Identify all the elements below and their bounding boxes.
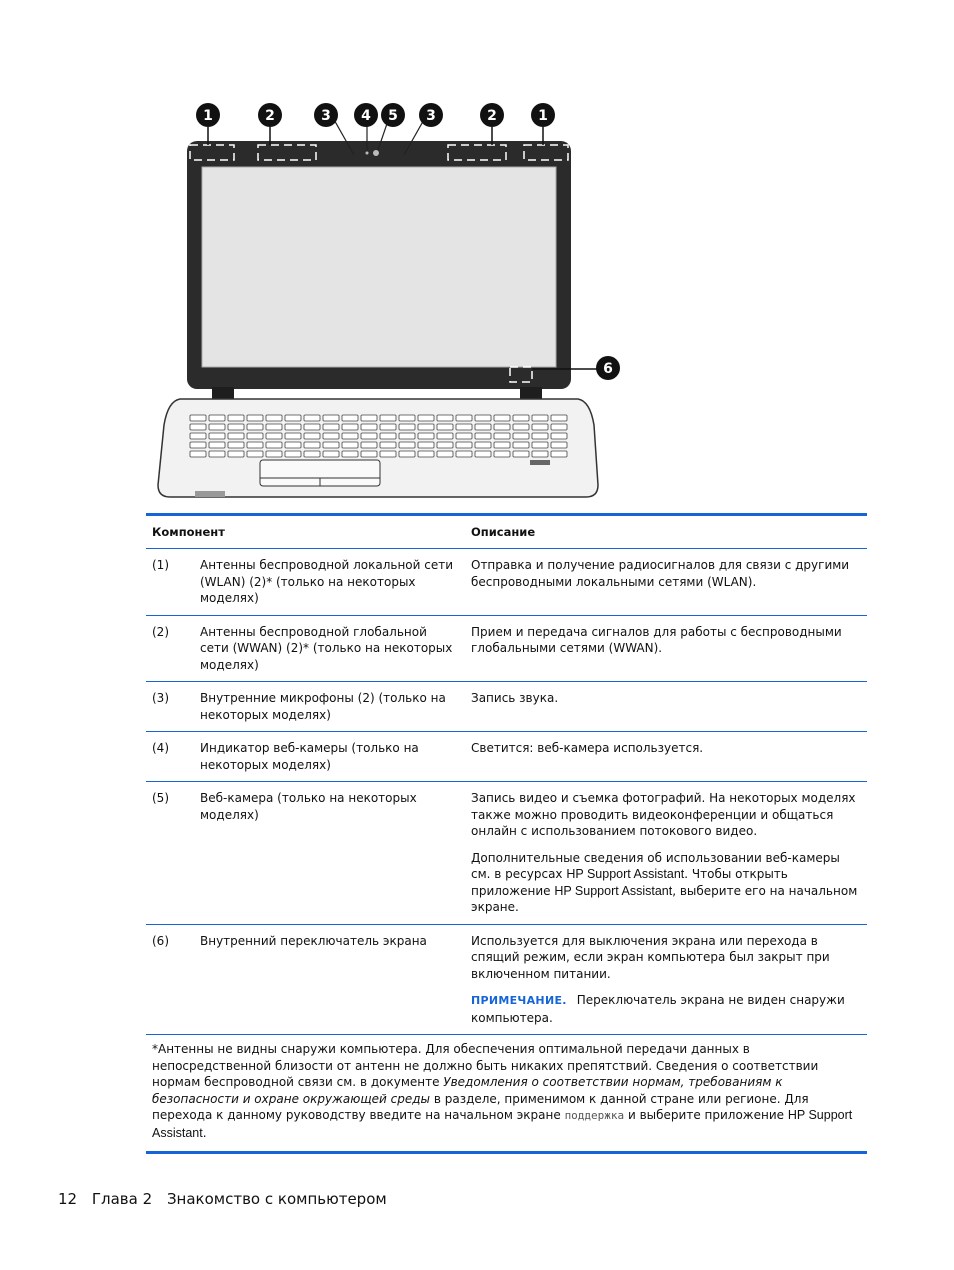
description-paragraph: Используется для выключения экрана или перехода в спящий режим, если экран компьютера был закрыт при включенном питании.	[471, 933, 830, 981]
footnote: *Антенны не видны снаружи компьютера. Для обеспечения оптимальной передачи данных в непосредственной близости от антенн не должно быть никаких препятствий. Сведения о соответствии нормам беспроводной связи см. в документе Уведомления о соответствии нормам, требованиям к безопасности и охране окружающей среды в разделе, применимом к данной стране или регионе. Для перехода к данному руководству введите на начальном экране поддержка и выберите приложение HP Support Assistant.	[146, 1035, 867, 1153]
svg-text:5: 5	[388, 108, 398, 124]
svg-text:3: 3	[426, 108, 436, 124]
callout-2a	[258, 103, 282, 145]
table-row	[146, 924, 867, 1035]
laptop-illustration	[150, 95, 630, 507]
page-footer	[58, 1190, 397, 1208]
row-component: Антенны беспроводной локальной сети (WLAN) (2)* (только на некоторых моделях)	[194, 549, 465, 616]
components-table	[146, 513, 867, 1154]
table-row	[146, 615, 867, 682]
note	[471, 992, 861, 1026]
callout-4	[354, 103, 378, 127]
callout-3a	[314, 103, 338, 127]
table-header-row	[146, 515, 867, 549]
callout-3b	[419, 103, 443, 127]
row-number: (1)	[146, 549, 194, 616]
row-component: Антенны беспроводной глобальной сети (WWAN) (2)* (только на некоторых моделях)	[194, 615, 465, 682]
note-text: Переключатель экрана не виден снаружи компьютера.	[471, 993, 845, 1025]
laptop-figure	[150, 95, 630, 507]
chapter-title: Знакомство с компьютером	[166, 1190, 387, 1208]
row-component: Внутренние микрофоны (2) (только на некоторых моделях)	[194, 682, 465, 732]
webcam-light	[366, 152, 369, 155]
header-description: Описание	[465, 515, 867, 549]
table-row	[146, 549, 867, 616]
chapter-label: Глава 2	[91, 1190, 153, 1208]
row-description: Запись звука.	[465, 682, 867, 732]
svg-text:4: 4	[361, 108, 371, 124]
table-row	[146, 732, 867, 782]
row-description: Прием и передача сигналов для работы с беспроводными глобальными сетями (WWAN).	[465, 615, 867, 682]
row-component: Веб-камера (только на некоторых моделях)	[194, 782, 465, 925]
svg-text:1: 1	[203, 108, 213, 124]
row-component: Внутренний переключатель экрана	[194, 924, 465, 1035]
row-component: Индикатор веб-камеры (только на некоторых моделях)	[194, 732, 465, 782]
note-label: ПРИМЕЧАНИЕ.	[471, 994, 567, 1007]
svg-text:2: 2	[265, 108, 275, 124]
svg-text:6: 6	[603, 361, 613, 377]
row-description: Светится: веб-камера используется.	[465, 732, 867, 782]
laptop-screen	[202, 167, 556, 367]
row-number: (3)	[146, 682, 194, 732]
row-description	[465, 924, 867, 1035]
table-row	[146, 782, 867, 925]
header-component: Компонент	[146, 515, 465, 549]
svg-text:3: 3	[321, 108, 331, 124]
row-number: (6)	[146, 924, 194, 1035]
description-paragraph: Запись видео и съемка фотографий. На некоторых моделях также можно проводить видеоконференции и общаться онлайн с использованием потокового видео.	[471, 791, 856, 838]
row-description: Отправка и получение радиосигналов для связи с другими беспроводными локальными сетями (WLAN).	[465, 549, 867, 616]
callout-1b	[531, 103, 555, 145]
callout-2b	[480, 103, 504, 145]
page-number: 12	[58, 1190, 78, 1208]
callout-1a	[196, 103, 220, 145]
table-row	[146, 682, 867, 732]
row-number: (4)	[146, 732, 194, 782]
footnote-row	[146, 1035, 867, 1153]
row-number: (2)	[146, 615, 194, 682]
webcam	[373, 150, 379, 156]
svg-text:2: 2	[487, 108, 497, 124]
row-number: (5)	[146, 782, 194, 925]
callout-5	[381, 103, 405, 127]
row-description	[465, 782, 867, 925]
svg-text:1: 1	[538, 108, 548, 124]
description-paragraph: Дополнительные сведения об использовании веб-камеры см. в ресурсах HP Support Assistant. Чтобы открыть приложение HP Support Assistant, выберите его на начальном экране.	[471, 850, 858, 914]
